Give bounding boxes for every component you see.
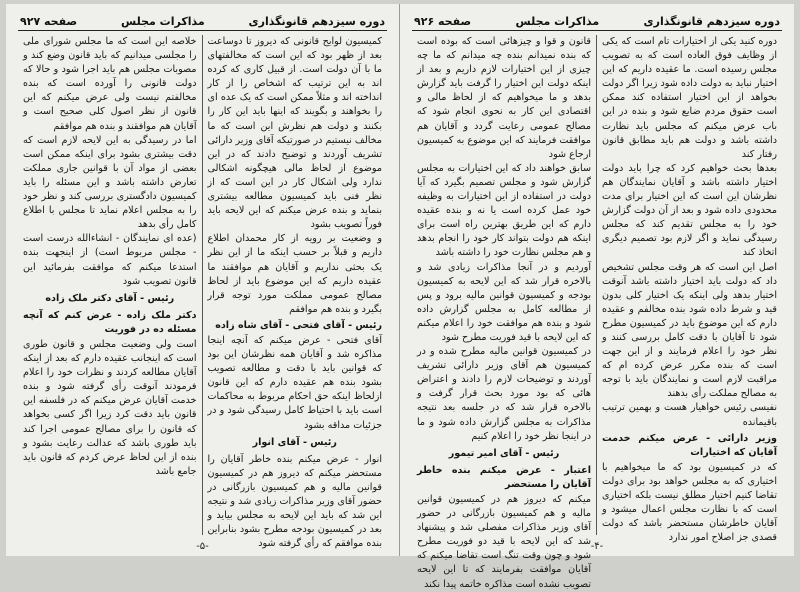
paragraph: اما در رسیدگی به این لایحه لازم است که دقت بیشتری بشود برای اینکه ممکن است بعضی از مواد آن با قوانین جاری مملکت تعارض داشته باشد و این مسئله را باید کمیسیون دادگستری بررسی کند و نظر خود را به مجلس اعلام نماید تا مجلس با اطلاع کامل رأی بدهد: [23, 134, 197, 231]
paragraph: و وضعیت بر رویه از کار محمدان اطلاع داریم و قبلاً بر حسب اینکه ما از این نظر یک بحثی نداریم و آقایان هم موافقند ما عقیده داریم که این موضوع باید از لحاظ مصالح عمومی مملکت مورد توجه قرار بگیرد و بنده هم موافقم: [207, 233, 382, 315]
speaker-line: رئیس - آقای امیر تیمور: [448, 447, 560, 459]
right-page-column-left: [412, 35, 597, 590]
right-header-title: دوره سیزدهم قانونگذاری: [643, 15, 780, 28]
paragraph: خلاصه این است که ما مجلس شورای ملی را مجلسی میدانیم که باید قانون وضع کند و مصوبات مجلس هم باید اجرا شود و حالا که دولت قانونی را آورده است که بنده مخالفتم نیست ولی عرض میکنم که این قانون از نظر اصول کلی صحیح است و آقایان هم موافقند و بنده هم موافقم: [23, 36, 197, 132]
paragraph: (عده ای نمایندگان - انشاءالله درست است - مجلس مربوط است) از اینجهت بنده استدعا میکنم که موافقت بفرمائید این قانون تصویب شود: [23, 233, 197, 287]
left-header-page-label: صفحه ۹۲۷: [20, 15, 78, 28]
right-header-page-label: صفحه ۹۲۶: [414, 15, 472, 28]
paragraph: میکنم که دیروز هم در کمیسیون قوانین مالیه و هم کمیسیون بازرگانی در حضور آقای وزیر مذاکرات مفصلی شد و پیشنهاد شد که این لایحه با قید دو فوریت مطرح شود و چون وقت تنگ است تقاضا میکنم که آقایان موافقت بفرمایند که تا این لایحه تصویب نشده است مذاکره خاتمه پیدا نکند: [417, 494, 591, 590]
right-page: [400, 4, 794, 590]
paragraph: آقای فتحی - عرض میکنم که آنچه اینجا مذاکره شد و آقایان همه نظرشان این بود که قوانین باید با دقت و مطالعه تصویب بشود بنده هم عقیده دارم که این قانون ازلحاظ اینکه حق احکام مربوط به محاکمات است باید با احتیاط کامل رسیدگی شود و در جزئیات مداقه بشود: [207, 334, 382, 431]
speaker-line: وزیر دارائی - عرض میکنم خدمت آقایان که اختیارات: [602, 432, 777, 458]
paragraph: انوار - عرض میکنم بنده خاطر آقایان را مستحضر میکنم که دیروز هم در کمیسیون قوانین مالیه و هم کمیسیون بازرگانی در حضور آقای وزیر مذاکرات زیادی شد و نتیجه این شد که باید این لایحه به مجلس بیاید و بعد در کمیسیون بودجه مطرح بشود بنابراین بنده موافقم که رأی گرفته شود: [207, 453, 382, 550]
right-header-section: مذاکرات مجلس: [515, 15, 600, 28]
left-page-number: -۵-: [196, 541, 209, 552]
speaker-line: رئیس - آقای دکتر ملک زاده: [45, 292, 175, 304]
right-page-columns: [412, 35, 782, 590]
paragraph: اصل این است که هر وقت مجلس تشخیص داد که دولت باید اختیار داشته باشد آنوقت اختیار بدهد ولی اینکه یک اختیار کلی بدون قید و شرط داده شود بنده مخالفم و عقیده دارم که این موضوع باید در کمیسیون مطرح شود تا آقایان با دقت کامل بررسی کنند و نظر خود را اعلام فرمایند و از این جهت است که بنده مکرر عرض کرده ام که مراقبت لازم است و نمایندگان باید با توجه به مصالح مملکت رأی بدهند: [602, 261, 777, 400]
left-page-columns: [18, 35, 387, 550]
paragraph: کمیسیون لوایح قانونی که دیروز تا دوساعت بعد از ظهر بود که این است که مخالفتهای ما با آن دولت است. از قبیل کاری که کرده اند به این ترتیب که اشخاص را از کار انداخته اند و مثلاً ممکن است که یک عده ای را بخواهند و بگویند که اینها باید این کار را بکنند و دولت هم نظرش این است که ما مخالف نیستیم در صورتیکه آقای وزیر دارائی تشریف آوردند و توضیح دادند که در این موضوع از لحاظ مالی هیچگونه اشکالی ندارد ولی اشکال کار در این است که از نظر فنی باید کمیسیون مطالعه بیشتری بنماید و بنده عرض میکنم که این لایحه باید فوراً تصویب بشود: [207, 36, 382, 231]
speaker-line: رئیس - آقای انوار: [252, 436, 337, 448]
speaker-line: اعتبار - عرض میکنم بنده خاطر آقایان را مستحضر: [417, 464, 591, 490]
paragraph: است ولی وضعیت مجلس و قانون طوری است که اینجانب عقیده دارم که بعد از اینکه آقایان مطالعه کردند و نظرات خود را اعلام فرمودند آنوقت رأی گرفته شود و بنده خدمت آقایان عرض میکنم که در فلسفه این قانون باید دقت کرد زیرا اگر کسی بخواهد که قانون را برای مصالح عمومی اجرا کند باید طوری باشد که عدالت رعایت بشود و بنده از این لحاظ عرض کردم که قانون باید جامع باشد: [23, 338, 197, 477]
speaker-line: رئیس - آقای فتحی - آقای شاه زاده: [215, 319, 382, 331]
paragraph: دوره کنید یکی از اختیارات تام است که یکی از وظایف فوق العاده است که به تصویب مجلس رسیده است. ما عقیده داریم که این اختیار نباید به دولت داده شود زیرا اگر دولت بخواهد از این اختیار استفاده کند ممکن است حقوق مردم ضایع شود و بنده در این باب عرض میکنم که مجلس باید نظارت داشته باشد و دولت هم باید مطابق قانون رفتار کند: [602, 36, 777, 160]
left-page-header: [18, 10, 387, 31]
left-header-section: مذاکرات مجلس: [121, 15, 205, 28]
right-page-column-right: [597, 35, 782, 544]
paragraph: قانون و قوا و چیزهائی است که بوده است که بنده نمیدانم بنده چه میدانم که ما چه چیزی از این اختیارات لازم داریم و بعد از اینکه دولت این اختیار را گرفت باید گزارش بدهد و ما میخواهیم که از لحاظ مالی و اقتصادی این کار به نحوی انجام شود که مصالح عمومی رعایت گردد و آقایان هم موافقت فرمایند که این موضوع به کمیسیون ارجاع شود: [416, 36, 591, 160]
paragraph: سابق خواهند داد که این اختیارات به مجلس گزارش شود و مجلس تصمیم بگیرد که آیا دولت در استفاده از این اختیارات به وظیفه خود عمل کرده است یا نه و بنده عقیده دارم که این طریق بهترین راه است برای اینکه هم دولت بتواند کار خود را انجام بدهد و هم مجلس نظارت خود را داشته باشد: [417, 162, 591, 259]
speaker-line: دکتر ملک زاده - عرض کنم که آنچه مسئله ده در فوریت: [23, 309, 197, 335]
left-header-title: دوره سیزدهم قانونگذاری: [248, 15, 385, 28]
right-page-header: [412, 10, 782, 31]
right-page-number: -۴-: [590, 541, 604, 552]
paragraph: در کمیسیون قوانین مالیه مطرح شده و در کمیسیون هم آقای وزیر دارائی تشریف آوردند و توضیحات لازم را دادند و اعتراض هائی که بود مورد بحث قرار گرفت و بالاخره قرار شد که در جلسه بعد نتیجه مذاکرات به مجلس گزارش داده شود و ما در اینجا نظر خود را اعلام کنیم: [417, 346, 591, 442]
paragraph: که در کمیسیون بود که ما میخواهیم با اختیاری که به مجلس خواهد بود برای دولت تقاضا کنیم اختیار مطلق نیست بلکه اختیاری است که با نظارت مجلس اعمال میشود و آقایان خاطرشان مستحضر باشد که دولت قصدی جز اصلاح امور ندارد: [602, 461, 777, 544]
left-page: [6, 4, 400, 556]
document-spread: [6, 4, 794, 590]
left-page-column-left: [18, 35, 203, 535]
left-page-column-right: [203, 35, 388, 550]
paragraph: بعدها بحث خواهیم کرد که چرا باید دولت اختیار داشته باشد و آقایان نمایندگان هم نظرشان این است که این اختیار برای مدت محدودی داده شود و بعد از آن دولت گزارش خود را به مجلس تقدیم کند که مجلس رسیدگی نماید و اگر لازم بود تصمیم دیگری اتخاذ کند: [602, 162, 777, 259]
paragraph: نفیسی رئیس خواهیار هست و بهمین ترتیب باقیمانده: [602, 402, 777, 428]
paragraph: آوردیم و در آنجا مذاکرات زیادی شد و بالاخره قرار شد که این لایحه به کمیسیون بودجه و کمیسیون قوانین مالیه برود و پس از مطالعه کامل به مجلس گزارش داده شود و بنده هم موافقت خود را اعلام میکنم که این لایحه با قید فوریت مطرح شود: [417, 261, 591, 343]
